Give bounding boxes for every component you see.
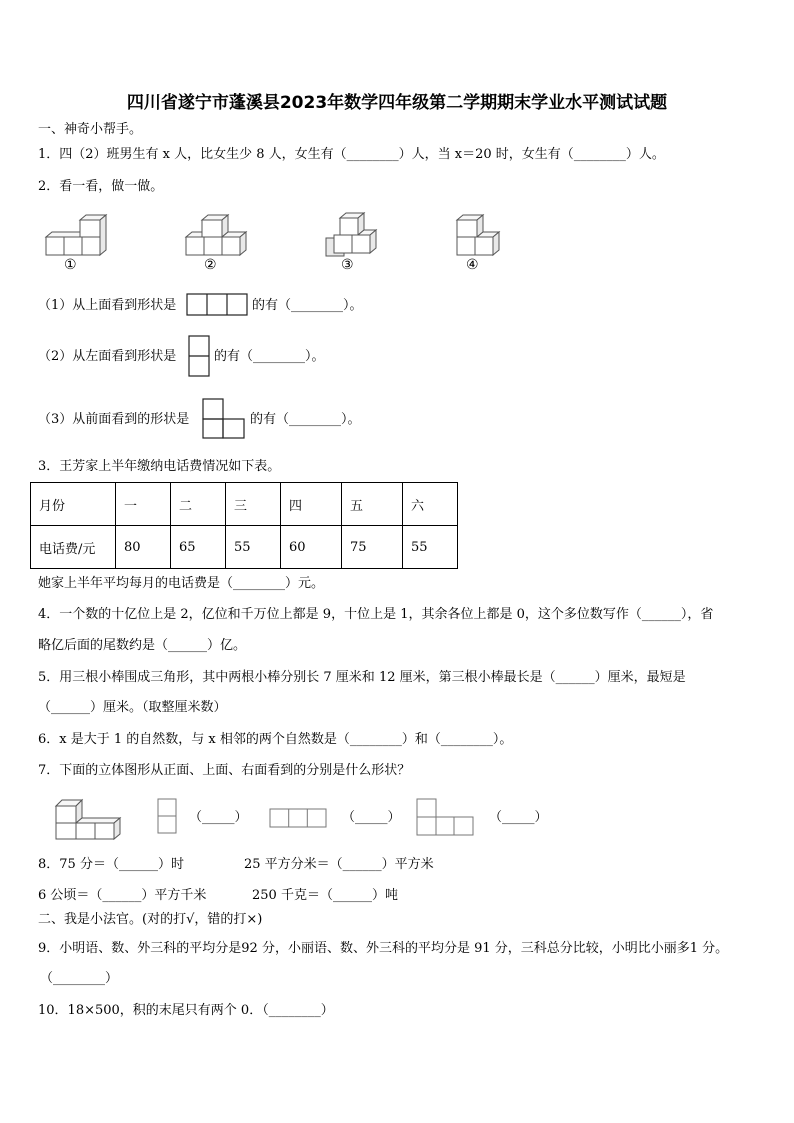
q7-blank-1: （_____） (189, 810, 248, 825)
question-8-d: 250 千克＝（______）吨 (252, 888, 398, 903)
question-7: 7．下面的立体图形从正面、上面、右面看到的分别是什么形状？ (38, 763, 411, 778)
table-cell: 60 (281, 526, 342, 569)
question-2: 2．看一看，做一做。 (38, 179, 164, 194)
view-shape-b (269, 808, 329, 830)
table-cell: 四 (281, 483, 342, 526)
question-2-2-suffix: 的有（________）。 (214, 349, 325, 364)
question-5-line-2: （______）厘米。（取整厘米数） (38, 700, 227, 715)
table-cell: 六 (403, 483, 458, 526)
cube-figure-1 (44, 212, 114, 257)
solid-figure (54, 796, 124, 842)
table-cell: 75 (342, 526, 403, 569)
table-cell: 55 (226, 526, 281, 569)
figure-label-4: ④ (466, 257, 479, 273)
table-row (31, 526, 458, 569)
left-view-shape (188, 335, 212, 379)
question-2-2-prefix: （2）从左面看到形状是 (38, 349, 177, 364)
q7-blank-2: （_____） (342, 810, 401, 825)
table-cell: 65 (171, 526, 226, 569)
question-4-line-1: 4．一个数的十亿位上是 2，亿位和千万位上都是 9，十位上是 1，其余各位上都是 0，这个多位数写作（______），省 (38, 607, 714, 622)
table-cell: 一 (116, 483, 171, 526)
question-8-c: 6 公顷＝（______）平方千米 (38, 888, 207, 903)
phone-bill-table (30, 482, 458, 569)
front-view-shape (202, 398, 248, 442)
cube-figure-4 (455, 212, 515, 257)
table-cell: 二 (171, 483, 226, 526)
question-2-1-prefix: （1）从上面看到形状是 (38, 298, 177, 313)
question-2-1 (38, 298, 176, 314)
question-3: 3．王芳家上半年缴纳电话费情况如下表。 (38, 459, 281, 474)
table-cell: 月份 (31, 483, 116, 526)
view-shape-a (157, 798, 179, 836)
figure-label-3: ③ (341, 257, 354, 273)
top-view-shape (186, 293, 250, 317)
question-1: 1．四（2）班男生有 x 人，比女生少 8 人，女生有（________）人，当 x＝20 时，女生有（________）人。 (38, 147, 665, 162)
question-5-line-1: 5．用三根小棒围成三角形，其中两根小棒分别长 7 厘米和 12 厘米，第三根小棒最长是（______）厘米，最短是 (38, 670, 686, 685)
question-4-line-2: 略亿后面的尾数约是（______）亿。 (38, 638, 247, 653)
question-9-line-1: 9．小明语、数、外三科的平均分是92 分，小丽语、数、外三科的平均分是 91 分，三科总分比较，小明比小丽多1 分。 (38, 941, 729, 956)
figure-label-1: ① (64, 257, 77, 273)
table-cell: 80 (116, 526, 171, 569)
question-2-1-suffix: 的有（________）。 (252, 298, 363, 313)
question-10: 10．18×500，积的末尾只有两个 0．（________） (38, 1003, 334, 1018)
cube-figure-3 (324, 212, 394, 257)
question-9-line-2: （________） (40, 971, 119, 986)
question-8-a: 8．75 分＝（______）时 (38, 857, 184, 872)
question-8-b: 25 平方分米＝（______）平方米 (244, 857, 434, 872)
table-row (31, 483, 458, 526)
section-heading-2: 二、我是小法官。(对的打√，错的打×) (38, 912, 263, 927)
section-heading-1: 一、神奇小帮手。 (38, 122, 143, 137)
table-cell: 电话费/元 (31, 526, 116, 569)
question-3-answer: 她家上半年平均每月的电话费是（________）元。 (38, 576, 325, 591)
table-cell: 三 (226, 483, 281, 526)
table-cell: 五 (342, 483, 403, 526)
question-6: 6．x 是大于 1 的自然数，与 x 相邻的两个自然数是（________）和（________）。 (38, 732, 513, 747)
question-2-3-prefix: （3）从前面看到的形状是 (38, 412, 190, 427)
q7-blank-3: （_____） (489, 810, 548, 825)
cube-figure-2 (184, 212, 254, 257)
page-title: 四川省遂宁市蓬溪县2023年数学四年级第二学期期末学业水平测试试题 (126, 93, 668, 113)
view-shape-c (416, 798, 476, 838)
question-2-3-suffix: 的有（________）。 (250, 412, 361, 427)
figure-label-2: ② (204, 257, 217, 273)
table-cell: 55 (403, 526, 458, 569)
